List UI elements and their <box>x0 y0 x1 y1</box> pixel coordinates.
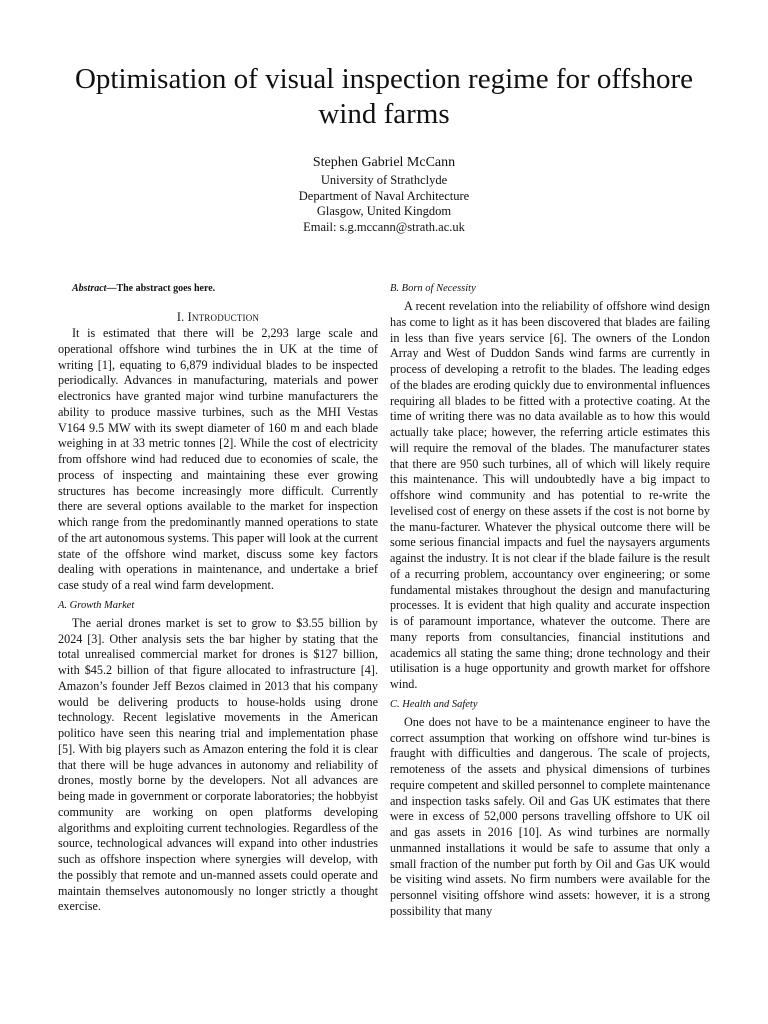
subsection-heading-health-and-safety: C. Health and Safety <box>390 698 478 710</box>
section-title-introduction: Introduction <box>187 310 260 324</box>
growth-market-paragraph: The aerial drones market is set to grow to $3.55 billion by 2024 [3]. Other analysis sets the bar higher by stating that the total unrealised commercial market for drones is $127 billion, with $45.2 billion of that figure allocated to infrastructure [4]. Amazon’s founder Jeff Bezos claimed in 2013 that his company would be delivering products to house-holds using drone technology. Recent legislative movements in the American politico have seen this nearing trial and implementation phase [5]. With big players such as Amazon entering the fold it is clear that there will be huge advances in autonomy and reliability of drones, mostly borne by the developers. Not all advances are being made in government or corporate laboratories; the hobbyist community are working on open platforms developing algorithms and exploiting current technologies. Regardless of the source, technological advances will expand into other industries such as offshore inspection where synergies will develop, with the possibly that remote and un-manned assets could operate and maintain themselves autonomously no longer strictly a thought exercise. <box>58 615 378 914</box>
author-name: Stephen Gabriel McCann <box>312 155 456 170</box>
born-of-necessity-paragraph: A recent revelation into the reliability of offshore wind design has come to light as it has been discovered that blades are failing in less than five years service [6]. The owners of the London Array and West of Duddon Sands wind farms are currently in process of developing a retrofit to the blades. The leading edges of the blades are eroding quickly due to environmental influences requiring all blades to be fitted with a protective coating. At the time of writing there was no data available as to how this would actually take place; however, the referring article estimates this will require the removal of the blades. The manufacturer states that there are 950 such turbines, all of which will likely require this maintenance. This will undoubtedly have a big impact to offshore wind community and has potential to re-write the levelised cost of energy on these assets if the cost is not borne by the manu-facturer. Whatever the physical outcome there will be some serious financial impacts and fuel the naysayers arguments against the industry. It is not clear if the blade failure is the result of a recurring problem, accountancy over engineering; or some fundamental mistakes throughout the design and manufacturing processes. It is evident that high quality and accurate inspection is of paramount importance, whatever the outcome. There are many reports from consultancies, financial institutions and academics all stating the same thing; drone technology and their utilisation is a huge opportunity and growth market for offshore wind. <box>390 299 710 691</box>
left-column <box>58 282 378 915</box>
health-and-safety-paragraph: One does not have to be a maintenance engineer to have the correct assumption that working on offshore wind tur-bines is fraught with difficulties and dangerous. The scale of projects, remoteness of the assets and physical dimensions of turbines require competent and skilled personnel to complete maintenance and inspection tasks safely. Oil and Gas UK estimates that there were in excess of 52,000 persons travelling offshore to UK oil and gas assets in 2016 [10]. As wind turbines are normally unmanned installations it would be safe to assume that only a small fraction of the number put forth by Oil and Gas UK would be visiting wind assets. No firm numbers were available for the personnel visiting offshore wind assets: however, it is a strong possibility that many <box>390 714 710 918</box>
author-email: Email: s.g.mccann@strath.ac.uk <box>303 219 465 234</box>
abstract <box>58 282 378 295</box>
subsection-heading-born-of-necessity: B. Born of Necessity <box>390 283 476 294</box>
section-heading-introduction <box>58 309 378 325</box>
abstract-label: Abstract <box>72 283 107 294</box>
abstract-text: —The abstract goes here. <box>106 283 216 294</box>
author-affiliation-location: Glasgow, United Kingdom <box>316 204 452 218</box>
right-column <box>390 282 710 920</box>
author-affiliation-department: Department of Naval Architecture <box>298 188 470 203</box>
paper-title: Optimisation of visual inspection regime for offshore wind farms <box>74 63 693 130</box>
introduction-paragraph: It is estimated that there will be 2,293 large scale and operational offshore wind turbines the in UK at the time of writing [1], equating to 6,879 individual blades to be inspected periodically. Advances in manufacturing, materials and power electronics have granted major wind turbine manufacturers the ability to produce massive turbines, such as the MHI Vestas V164 9.5 MW with its swept diameter of 160 m and each blade weighing in at 33 metric tonnes [2]. While the cost of electricity from offshore wind had reduced due to economies of scale, the process of inspecting and maintaining these ever growing structures has become increasingly more difficult. Currently there are several options available to the market for inspection which range from the predominantly manned operations to state of the art autonomous systems. This paper will look at the current state of the offshore wind market, discuss some key factors dealing with operations in maintenance, and undertake a brief case study of a real wind farm development. <box>58 326 378 592</box>
author-affiliation-university: University of Strathclyde <box>320 173 448 187</box>
subsection-heading-growth-market: A. Growth Market <box>58 599 135 611</box>
author-block <box>184 154 584 235</box>
section-number-introduction: I. <box>176 310 188 324</box>
